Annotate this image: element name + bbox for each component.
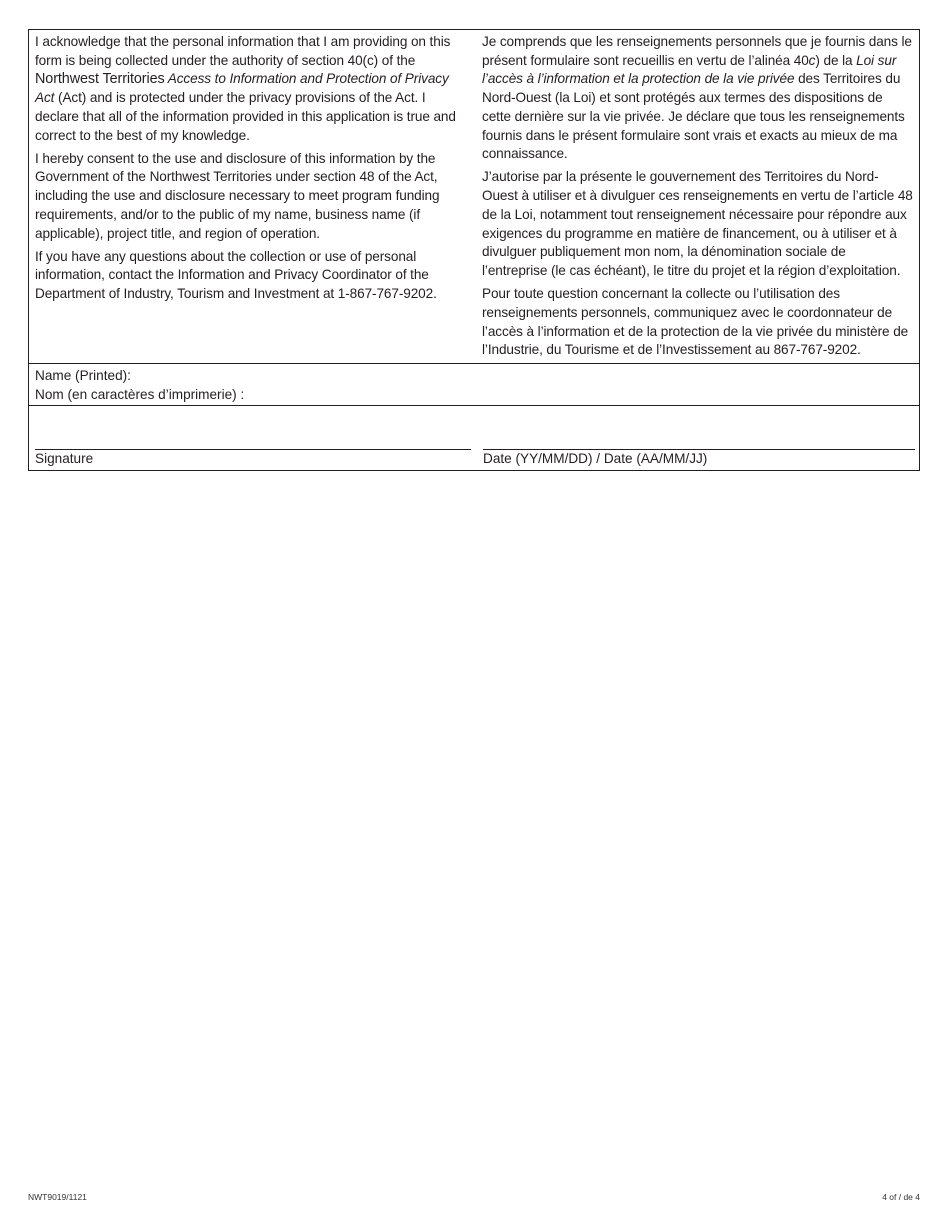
consent-form (28, 29, 920, 471)
consent-fr-p1-text: Je comprends que les renseignements personnels que je fournis dans le présent formulaire sont recueillis en vertu de l’alinéa 40 (482, 34, 912, 68)
consent-en-paragraph-3: If you have any questions about the collection or use of personal information, contact the Information and Privacy Coordinator of the Department of Industry, Tourism and Investment at 1-867-767-9202. (35, 248, 437, 302)
signature-line (35, 449, 471, 450)
signature-field[interactable] (35, 406, 471, 470)
consent-en-p1-text: I acknowledge that the personal information that I am providing on this form is being collected under the authority of section 40(c) of the (35, 34, 451, 68)
date-field[interactable] (483, 406, 915, 470)
consent-fr-p1-text-end: des Territoires du Nord-Ouest (la Loi) et sont protégés aux termes des dispositions de cette dernière sur la vie privée. Je déclare que tous les renseignements fournis dans le présent formulaire sont vrais et exacts au mieux de ma connaissance. (482, 71, 905, 162)
consent-fr-paragraph-3: Pour toute question concernant la collecte ou l’utilisation des renseignements personnels, communiquez avec le coordonnateur de l’accès à l’information et de la protection de la vie privée du ministère de l’Industrie, du Tourisme et de l’Investissement au 867-767-9202. (482, 286, 909, 358)
signature-label: Signature (35, 450, 94, 466)
consent-statement-row (29, 30, 919, 364)
printed-name-label-en: Name (Printed): (35, 367, 131, 383)
form-code: NWT9019/1121 (28, 1192, 87, 1202)
printed-name-field[interactable] (29, 364, 919, 406)
consent-fr-paragraph-2: J’autorise par la présente le gouvernement des Territoires du Nord-Ouest à utiliser et à divulguer ces renseignements en vertu de l’article 48 de la Loi, notamment tout renseignement nécessaire pour répondre aux exigences du programme en matière de financement, ou à utiliser et à divulguer publiquement mon nom, la dénomination sociale de l’entreprise (le cas échéant), le titre du projet et la région d’exploitation. (482, 169, 913, 278)
consent-fr-alinea-letter: c (808, 52, 816, 68)
consent-en-paragraph-2: I hereby consent to the use and disclosure of this information by the Government of the Northwest Territories under section 48 of the Act, including the use and disclosure necessary to meet program funding requirements, and/or to the public of my name, business name (if applicable), project title, and region of operation. (35, 150, 440, 241)
consent-fr-paragraph-1 (482, 33, 913, 164)
signature-date-row (29, 406, 919, 470)
page-number: 4 of / de 4 (882, 1192, 920, 1202)
consent-english-column (29, 30, 476, 363)
consent-french-column (476, 30, 919, 363)
consent-fr-p1-text-mid: ) de la (815, 52, 857, 68)
consent-en-territory-name: Northwest Territories (35, 71, 165, 88)
printed-name-label-fr: Nom (en caractères d’imprimerie) : (35, 386, 245, 402)
consent-en-p1-text-end: (Act) and is protected under the privacy provisions of the Act. I declare that all of the information provided in this application is true and correct to the best of my knowledge. (35, 90, 456, 143)
consent-fr-act-title: Loi sur l’accès à l’information et la protection de la vie privée (482, 52, 897, 87)
consent-en-paragraph-1 (35, 33, 470, 145)
date-label: Date (YY/MM/DD) / Date (AA/MM/JJ) (483, 450, 708, 466)
consent-en-act-title: Access to Information and Protection of Privacy Act (35, 71, 449, 106)
